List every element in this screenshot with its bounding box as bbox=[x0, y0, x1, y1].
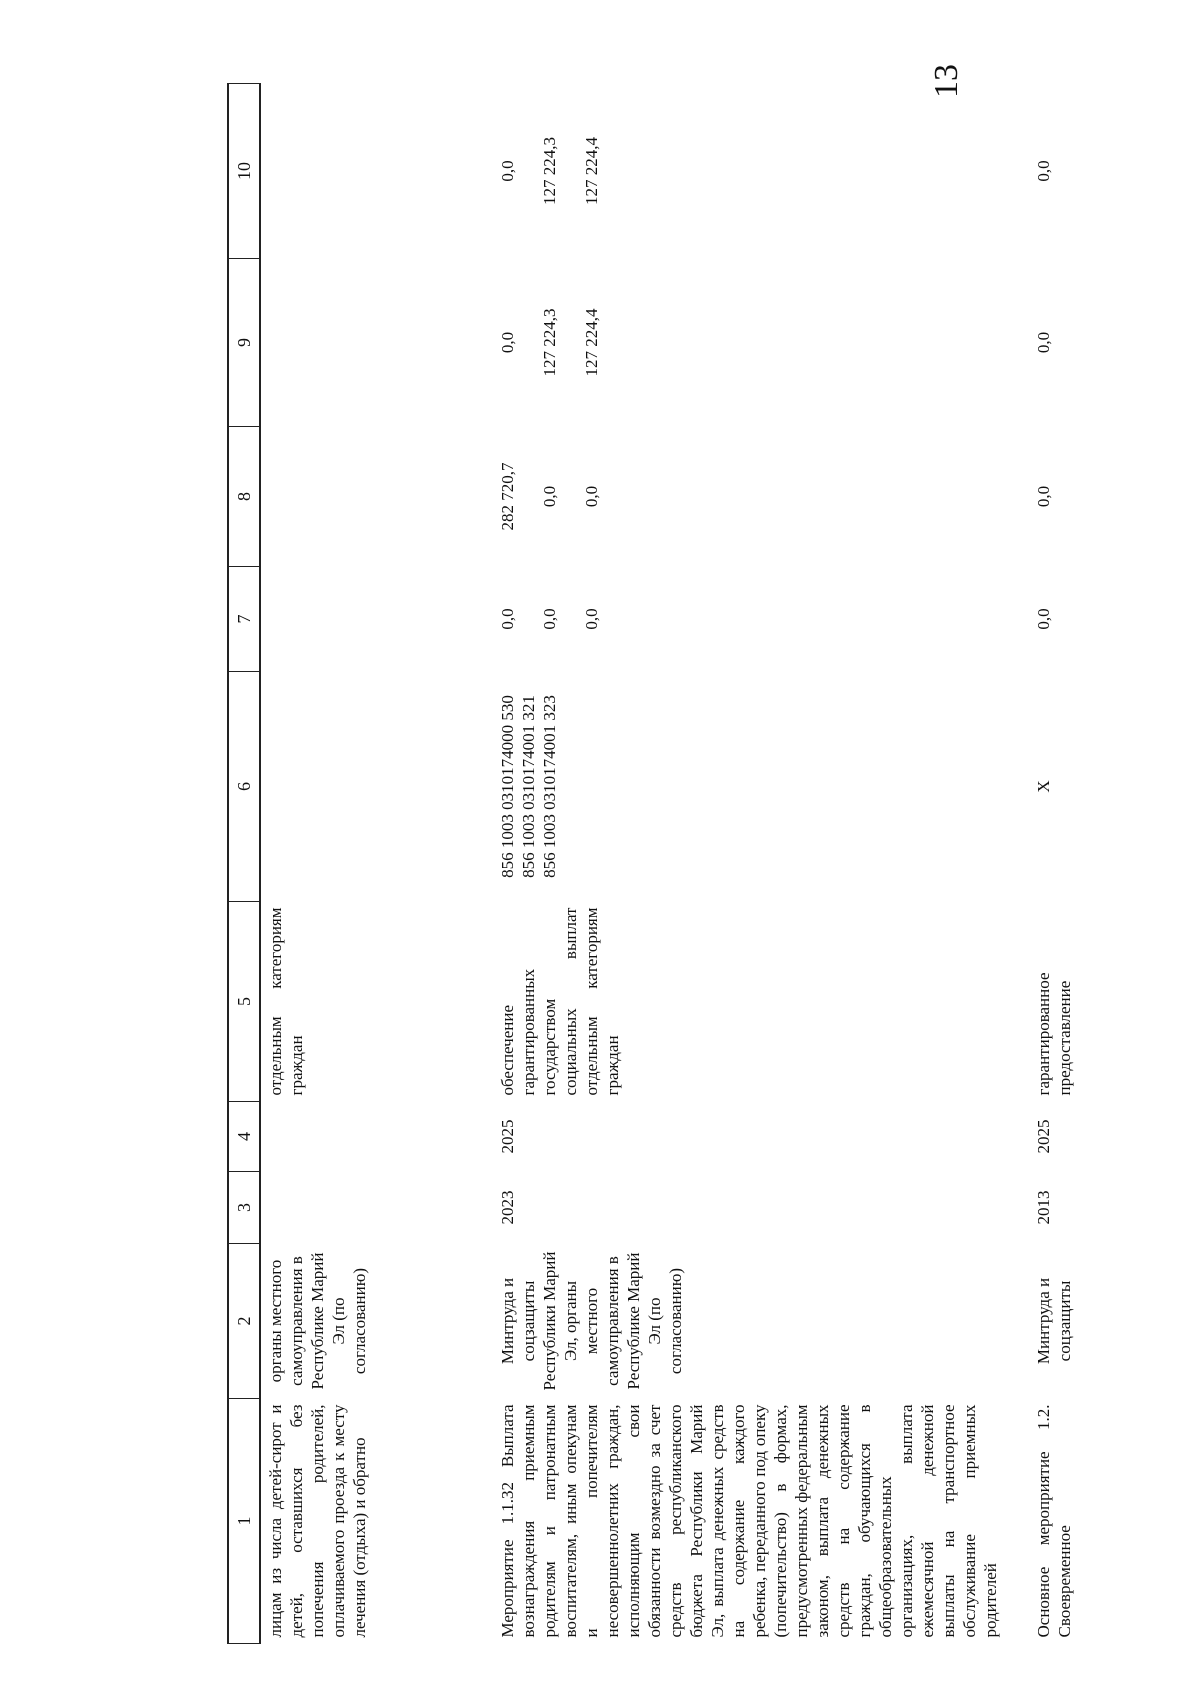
row-end-year bbox=[260, 1102, 465, 1172]
col-header-10: 10 bbox=[228, 84, 260, 259]
rotated-table-sheet bbox=[227, 84, 1074, 1644]
row-executor: Минтруда и соцзащиты Республики Марий Эл, органы местного самоуправления в Республике Марий Эл (по согласованию) bbox=[498, 1251, 685, 1391]
row-start-year bbox=[260, 1172, 465, 1244]
row-value-col8 bbox=[493, 427, 1001, 567]
cell-line: 0,0 bbox=[498, 160, 517, 182]
row-description: лицам из числа детей-сирот и детей, оставшихся без попечения родителей, оплачиваемого проезда к месту лечения (отдыха) и обратно bbox=[266, 1404, 369, 1638]
table-row bbox=[260, 84, 465, 1644]
row-result: гарантированное предоставление bbox=[1034, 972, 1074, 1096]
col-header-8: 8 bbox=[228, 427, 260, 567]
col-header-2: 2 bbox=[228, 1244, 260, 1399]
row-description: Основное мероприятие 1.2. Своевременное bbox=[1034, 1404, 1074, 1638]
row-value-col10 bbox=[260, 84, 465, 259]
cell-line: 127 224,3 bbox=[540, 137, 559, 205]
cell-line: 856 1003 0310174000 530 bbox=[498, 695, 517, 878]
table-row bbox=[493, 84, 1001, 1644]
budget-table bbox=[227, 83, 1075, 1644]
cell-line: 0,0 bbox=[498, 608, 517, 630]
cell-line: 127 224,4 bbox=[582, 137, 601, 205]
row-value-col7 bbox=[493, 567, 1001, 672]
cell-line: 0,0 bbox=[1034, 485, 1053, 508]
column-number-header bbox=[228, 84, 260, 1644]
page-number: 13 bbox=[928, 64, 965, 98]
cell-line: 127 224,4 bbox=[582, 308, 601, 377]
row-spacer bbox=[465, 84, 493, 1644]
col-header-1: 1 bbox=[228, 1399, 260, 1644]
row-value-col9 bbox=[493, 259, 1001, 427]
row-value-col7 bbox=[260, 567, 465, 672]
cell-line: 856 1003 0310174001 323 bbox=[540, 695, 559, 878]
col-header-9: 9 bbox=[228, 259, 260, 427]
row-value-col8 bbox=[260, 427, 465, 567]
cell-line: 0,0 bbox=[1034, 160, 1053, 182]
row-value-col10 bbox=[493, 84, 1001, 259]
row-executor: Минтруда и соцзащиты bbox=[1034, 1277, 1074, 1365]
col-header-6: 6 bbox=[228, 672, 260, 902]
row-value-col10 bbox=[1029, 84, 1075, 259]
table-row bbox=[1029, 84, 1075, 1644]
row-budget-codes bbox=[1029, 672, 1075, 902]
cell-line: 0,0 bbox=[582, 608, 601, 630]
row-value-col9 bbox=[1029, 259, 1075, 427]
cell-line: 0,0 bbox=[1034, 331, 1053, 354]
row-end-year: 2025 bbox=[498, 1119, 517, 1154]
row-result: обеспечение гарантированных государством социальных выплат отдельным категориям граждан bbox=[498, 907, 622, 1096]
cell-line: Х bbox=[1034, 780, 1053, 793]
row-start-year: 2013 bbox=[1034, 1190, 1053, 1225]
row-spacer bbox=[1001, 84, 1029, 1644]
row-executor: органы местного самоуправления в Республике Марий Эл (по согласованию) bbox=[266, 1252, 369, 1390]
row-description: Мероприятие 1.1.32 Выплата вознаграждения приемным родителям и патронатным воспитателям, иным опекунам и попечителям несовершеннолетних граждан, исполняющим свои обязанности возмездно за счет средств республиканского бюджета Республики Марий Эл, выплата денежных средств на содержание каждого ребенка, переданного под опеку (попечительство) в формах, предусмотренных федеральным законом, выплата денежных средств на содержание граждан, обучающихся в общеобразовательных организациях, выплата ежемесячной денежной выплаты на транспортное обслуживание приемных родителей bbox=[498, 1404, 1000, 1638]
row-result: отдельным категориям граждан bbox=[266, 907, 306, 1096]
cell-line: 0,0 bbox=[540, 485, 559, 508]
row-start-year: 2023 bbox=[498, 1190, 517, 1225]
cell-line: 0,0 bbox=[1034, 608, 1053, 630]
row-budget-codes bbox=[493, 672, 1001, 902]
row-budget-codes bbox=[260, 672, 465, 902]
cell-line: 127 224,3 bbox=[540, 308, 559, 377]
cell-line: 0,0 bbox=[498, 331, 517, 354]
col-header-5: 5 bbox=[228, 902, 260, 1102]
col-header-7: 7 bbox=[228, 567, 260, 672]
cell-line: 0,0 bbox=[540, 608, 559, 630]
cell-line: 0,0 bbox=[582, 485, 601, 508]
row-value-col7 bbox=[1029, 567, 1075, 672]
col-header-4: 4 bbox=[228, 1102, 260, 1172]
row-end-year: 2025 bbox=[1034, 1119, 1053, 1154]
cell-line: 282 720,7 bbox=[498, 462, 517, 531]
cell-line: 856 1003 0310174001 321 bbox=[519, 695, 538, 878]
row-value-col8 bbox=[1029, 427, 1075, 567]
col-header-3: 3 bbox=[228, 1172, 260, 1244]
row-value-col9 bbox=[260, 259, 465, 427]
